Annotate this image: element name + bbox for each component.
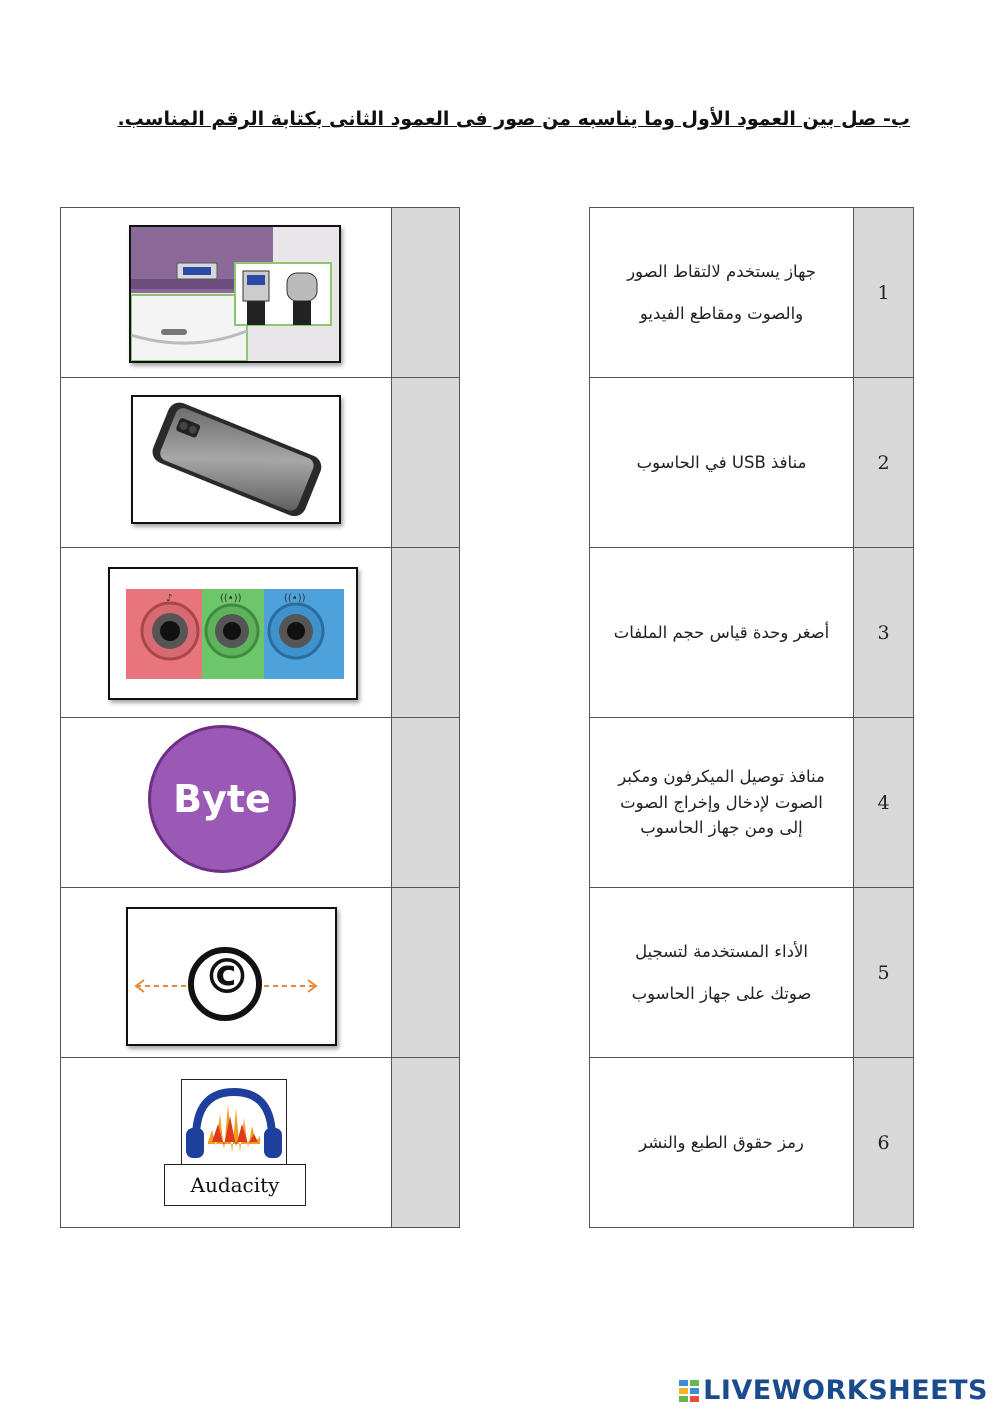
image-cell-4 bbox=[61, 718, 392, 888]
description-line: صوتك على جهاز الحاسوب bbox=[631, 983, 812, 1003]
usb-ports-photo bbox=[129, 225, 341, 363]
answer-box-2[interactable] bbox=[392, 378, 460, 548]
description-line: منافذ USB في الحاسوب bbox=[636, 452, 807, 472]
row-number-2: 2 bbox=[854, 378, 914, 548]
audio-jacks-icon bbox=[110, 569, 356, 698]
image-cell-1 bbox=[61, 208, 392, 378]
table-row bbox=[590, 718, 914, 888]
row-number-4: 4 bbox=[854, 718, 914, 888]
description-6 bbox=[590, 1058, 854, 1228]
table-row bbox=[61, 718, 460, 888]
table-row bbox=[61, 208, 460, 378]
image-cell-2 bbox=[61, 378, 392, 548]
image-cell-3 bbox=[61, 548, 392, 718]
description-3 bbox=[590, 548, 854, 718]
description-line: الأداء المستخدمة لتسجيل bbox=[635, 942, 808, 962]
description-5 bbox=[590, 888, 854, 1058]
description-line: إلى ومن جهاز الحاسوب bbox=[640, 818, 803, 838]
description-4 bbox=[590, 718, 854, 888]
liveworksheets-logo bbox=[679, 1375, 988, 1406]
smartphone-photo bbox=[131, 395, 341, 524]
page-title: ب- صل بين العمود الأول وما يناسبه من صور فى العمود الثانى بكتابة الرقم المناسب. bbox=[117, 108, 910, 130]
logo-text: LIVEWORKSHEETS bbox=[703, 1375, 988, 1406]
copyright-symbol: © bbox=[203, 949, 251, 1005]
description-2 bbox=[590, 378, 854, 548]
table-row bbox=[590, 1058, 914, 1228]
description-line: جهاز يستخدم لالتقاط الصور bbox=[627, 262, 816, 282]
headphones-icon bbox=[182, 1080, 286, 1166]
answer-box-6[interactable] bbox=[392, 1058, 460, 1228]
table-row bbox=[590, 888, 914, 1058]
answer-box-5[interactable] bbox=[392, 888, 460, 1058]
liveworksheets-logo-icon bbox=[679, 1380, 699, 1402]
table-row bbox=[61, 548, 460, 718]
svg-text:((•)): ((•)) bbox=[220, 593, 242, 604]
answer-box-1[interactable] bbox=[392, 208, 460, 378]
descriptions-table bbox=[589, 207, 914, 1228]
image-cell-6 bbox=[61, 1058, 392, 1228]
answer-box-3[interactable] bbox=[392, 548, 460, 718]
copyright-photo bbox=[126, 907, 337, 1046]
row-number-1: 1 bbox=[854, 208, 914, 378]
row-number-5: 5 bbox=[854, 888, 914, 1058]
table-row bbox=[590, 548, 914, 718]
row-number-6: 6 bbox=[854, 1058, 914, 1228]
table-row bbox=[61, 1058, 460, 1228]
description-1 bbox=[590, 208, 854, 378]
description-line: منافذ توصيل الميكرفون ومكبر bbox=[618, 767, 825, 787]
svg-text:((•)): ((•)) bbox=[284, 593, 306, 604]
description-line: والصوت ومقاطع الفيديو bbox=[639, 303, 804, 323]
images-table bbox=[60, 207, 460, 1228]
usb-ports-icon bbox=[131, 227, 339, 361]
svg-text:♪: ♪ bbox=[166, 593, 173, 604]
description-line: الصوت لإدخال وإخراج الصوت bbox=[620, 792, 823, 812]
image-cell-5 bbox=[61, 888, 392, 1058]
description-line: رمز حقوق الطبع والنشر bbox=[639, 1132, 804, 1152]
table-row bbox=[590, 208, 914, 378]
table-row bbox=[61, 378, 460, 548]
table-row bbox=[590, 378, 914, 548]
audacity-label: Audacity bbox=[164, 1164, 306, 1206]
description-line: أصغر وحدة قياس حجم الملفات bbox=[613, 622, 830, 642]
byte-circle bbox=[148, 725, 296, 873]
audacity-logo bbox=[164, 1079, 306, 1207]
table-row bbox=[61, 888, 460, 1058]
row-number-3: 3 bbox=[854, 548, 914, 718]
answer-box-4[interactable] bbox=[392, 718, 460, 888]
byte-label: Byte bbox=[173, 777, 271, 821]
smartphone-icon bbox=[133, 397, 339, 522]
audio-jacks-photo bbox=[108, 567, 358, 700]
